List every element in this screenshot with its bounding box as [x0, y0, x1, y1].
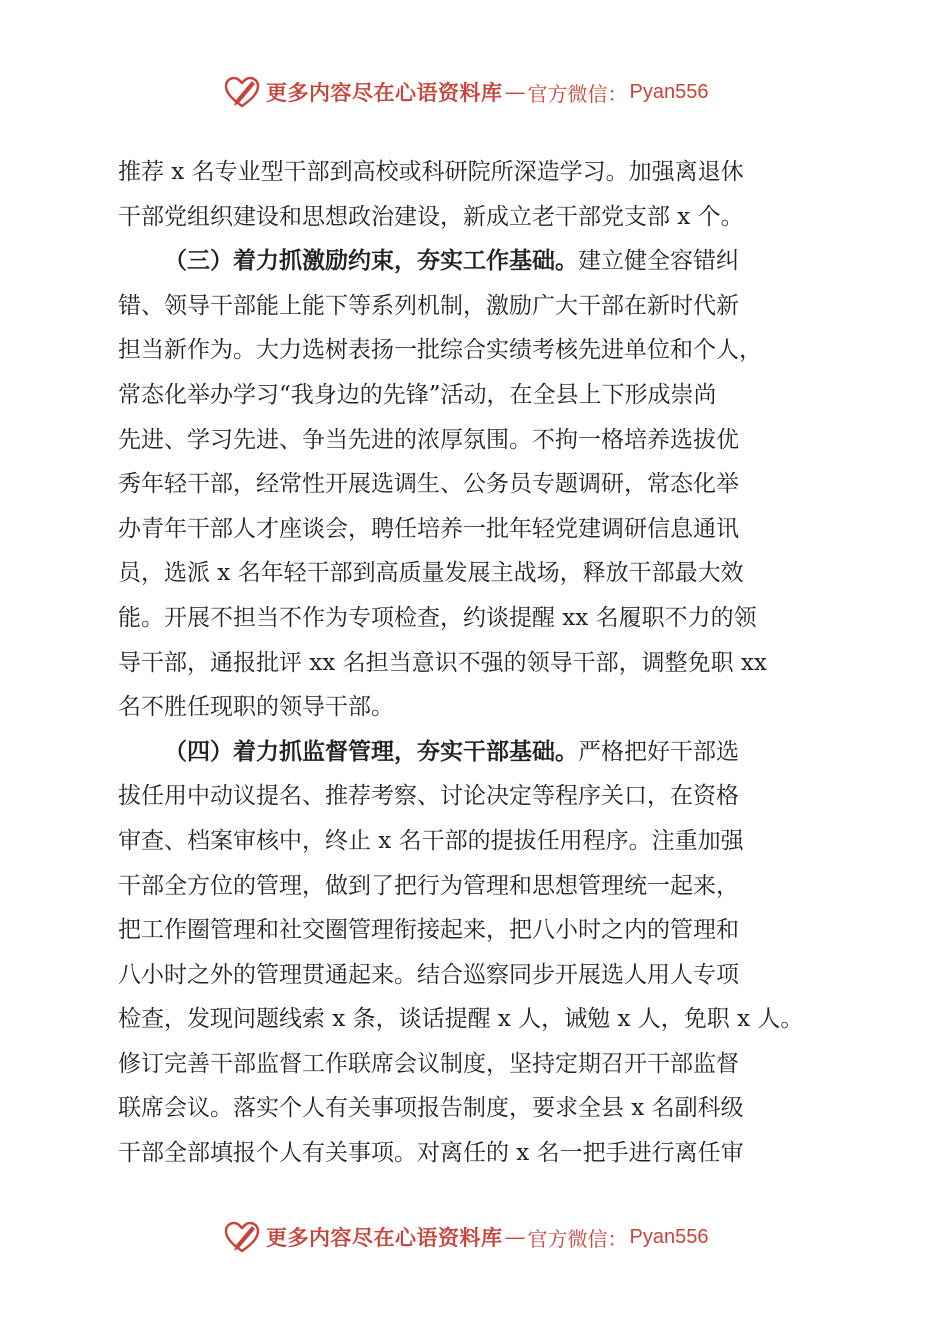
line-text: 拔任用中动议提名、推荐考察、讨论决定等程序关口，在资格: [118, 783, 739, 810]
pen-heart-logo-icon: [222, 72, 262, 112]
line-text: 担当新作为。大力选树表扬一批综合实绩考核先进单位和个人，: [118, 337, 762, 364]
body-text-line: [118, 507, 838, 552]
body-text-line: [118, 908, 838, 953]
line-text: 推荐 x 名专业型干部到高校或科研院所深造学习。加强离退休: [118, 159, 744, 185]
pen-heart-logo-icon: [222, 1217, 262, 1257]
banner-wechat-label: 官方微信：: [527, 81, 628, 106]
line-text: 建立健全容错纠: [578, 248, 739, 275]
body-text-line: [118, 195, 838, 240]
section-heading: （四）着力抓监督管理，夯实干部基础。: [164, 737, 578, 765]
line-text: 导干部，通报批评 xx 名担当意识不强的领导干部，调整免职 xx: [118, 649, 767, 676]
body-text-line: [118, 685, 838, 730]
line-text: 名不胜任现职的领导干部。: [118, 694, 394, 721]
body-text-line: [118, 641, 838, 686]
line-text: 修订完善干部监督工作联席会议制度，坚持定期召开干部监督: [118, 1050, 739, 1077]
line-text: 把工作圈管理和社交圈管理衔接起来，把八小时之内的管理和: [118, 917, 739, 944]
banner-dash: —: [504, 1225, 526, 1249]
line-text: 办青年干部人才座谈会，聘任培养一批年轻党建调研信息通讯: [118, 515, 739, 542]
line-text: 严格把好干部选: [578, 738, 739, 765]
header-watermark-banner: [222, 70, 708, 114]
banner-dash: —: [504, 80, 526, 104]
body-text-line: [118, 373, 838, 418]
body-text-line: [118, 328, 838, 373]
section-heading: （三）着力抓激励约束，夯实工作基础。: [164, 247, 578, 275]
section-heading-line: [118, 730, 838, 775]
line-text: 检查，发现问题线索 x 条，谈话提醒 x 人，诫勉 x 人，免职 x 人。: [118, 1006, 804, 1033]
banner-main-text: 更多内容尽在心语资料库: [266, 1225, 503, 1250]
line-text: 秀年轻干部，经常性开展选调生、公务员专题调研，常态化举: [118, 471, 739, 498]
body-text-line: [118, 1042, 838, 1087]
body-text-line: [118, 462, 838, 507]
line-text: 干部全部填报个人有关事项。对离任的 x 名一把手进行离任审: [118, 1140, 744, 1167]
body-text-line: [118, 1086, 838, 1131]
document-body: [118, 150, 838, 1176]
line-text: 干部全方位的管理，做到了把行为管理和思想管理统一起来，: [118, 872, 739, 899]
banner-wechat-label: 官方微信：: [527, 1226, 628, 1251]
line-text: 联席会议。落实个人有关事项报告制度，要求全县 x 名副科级: [118, 1095, 744, 1122]
line-text: 常态化举办学习“我身边的先锋”活动，在全县上下形成崇尚: [118, 381, 717, 408]
body-text-line: [118, 864, 838, 909]
line-text: 干部党组织建设和思想政治建设，新成立老干部党支部 x 个。: [118, 203, 744, 230]
banner-main-text: 更多内容尽在心语资料库: [266, 80, 503, 105]
body-text-line: [118, 953, 838, 998]
body-text-line: [118, 774, 838, 819]
line-text: 审查、档案审核中，终止 x 名干部的提拔任用程序。注重加强: [118, 827, 744, 854]
line-text: 八小时之外的管理贯通起来。结合巡察同步开展选人用人专项: [118, 961, 739, 988]
line-text: 员，选派 x 名年轻干部到高质量发展主战场，释放干部最大效: [118, 560, 744, 587]
body-text-line: [118, 418, 838, 463]
body-text-line: [118, 819, 838, 864]
section-heading-line: [118, 239, 838, 284]
body-text-line: [118, 551, 838, 596]
line-text: 先进、学习先进、争当先进的浓厚氛围。不拘一格培养选拔优: [118, 426, 739, 453]
body-text-line: [118, 150, 838, 195]
body-text-line: [118, 284, 838, 329]
body-text-line: [118, 1131, 838, 1176]
line-text: 能。开展不担当不作为专项检查，约谈提醒 xx 名履职不力的领: [118, 604, 757, 631]
line-text: 错、领导干部能上能下等系列机制，激励广大干部在新时代新: [118, 292, 739, 319]
banner-wechat-id: Pyan556: [629, 1225, 709, 1248]
body-text-line: [118, 997, 838, 1042]
banner-wechat-id: Pyan556: [629, 80, 709, 103]
body-text-line: [118, 596, 838, 641]
footer-watermark-banner: [222, 1215, 708, 1259]
